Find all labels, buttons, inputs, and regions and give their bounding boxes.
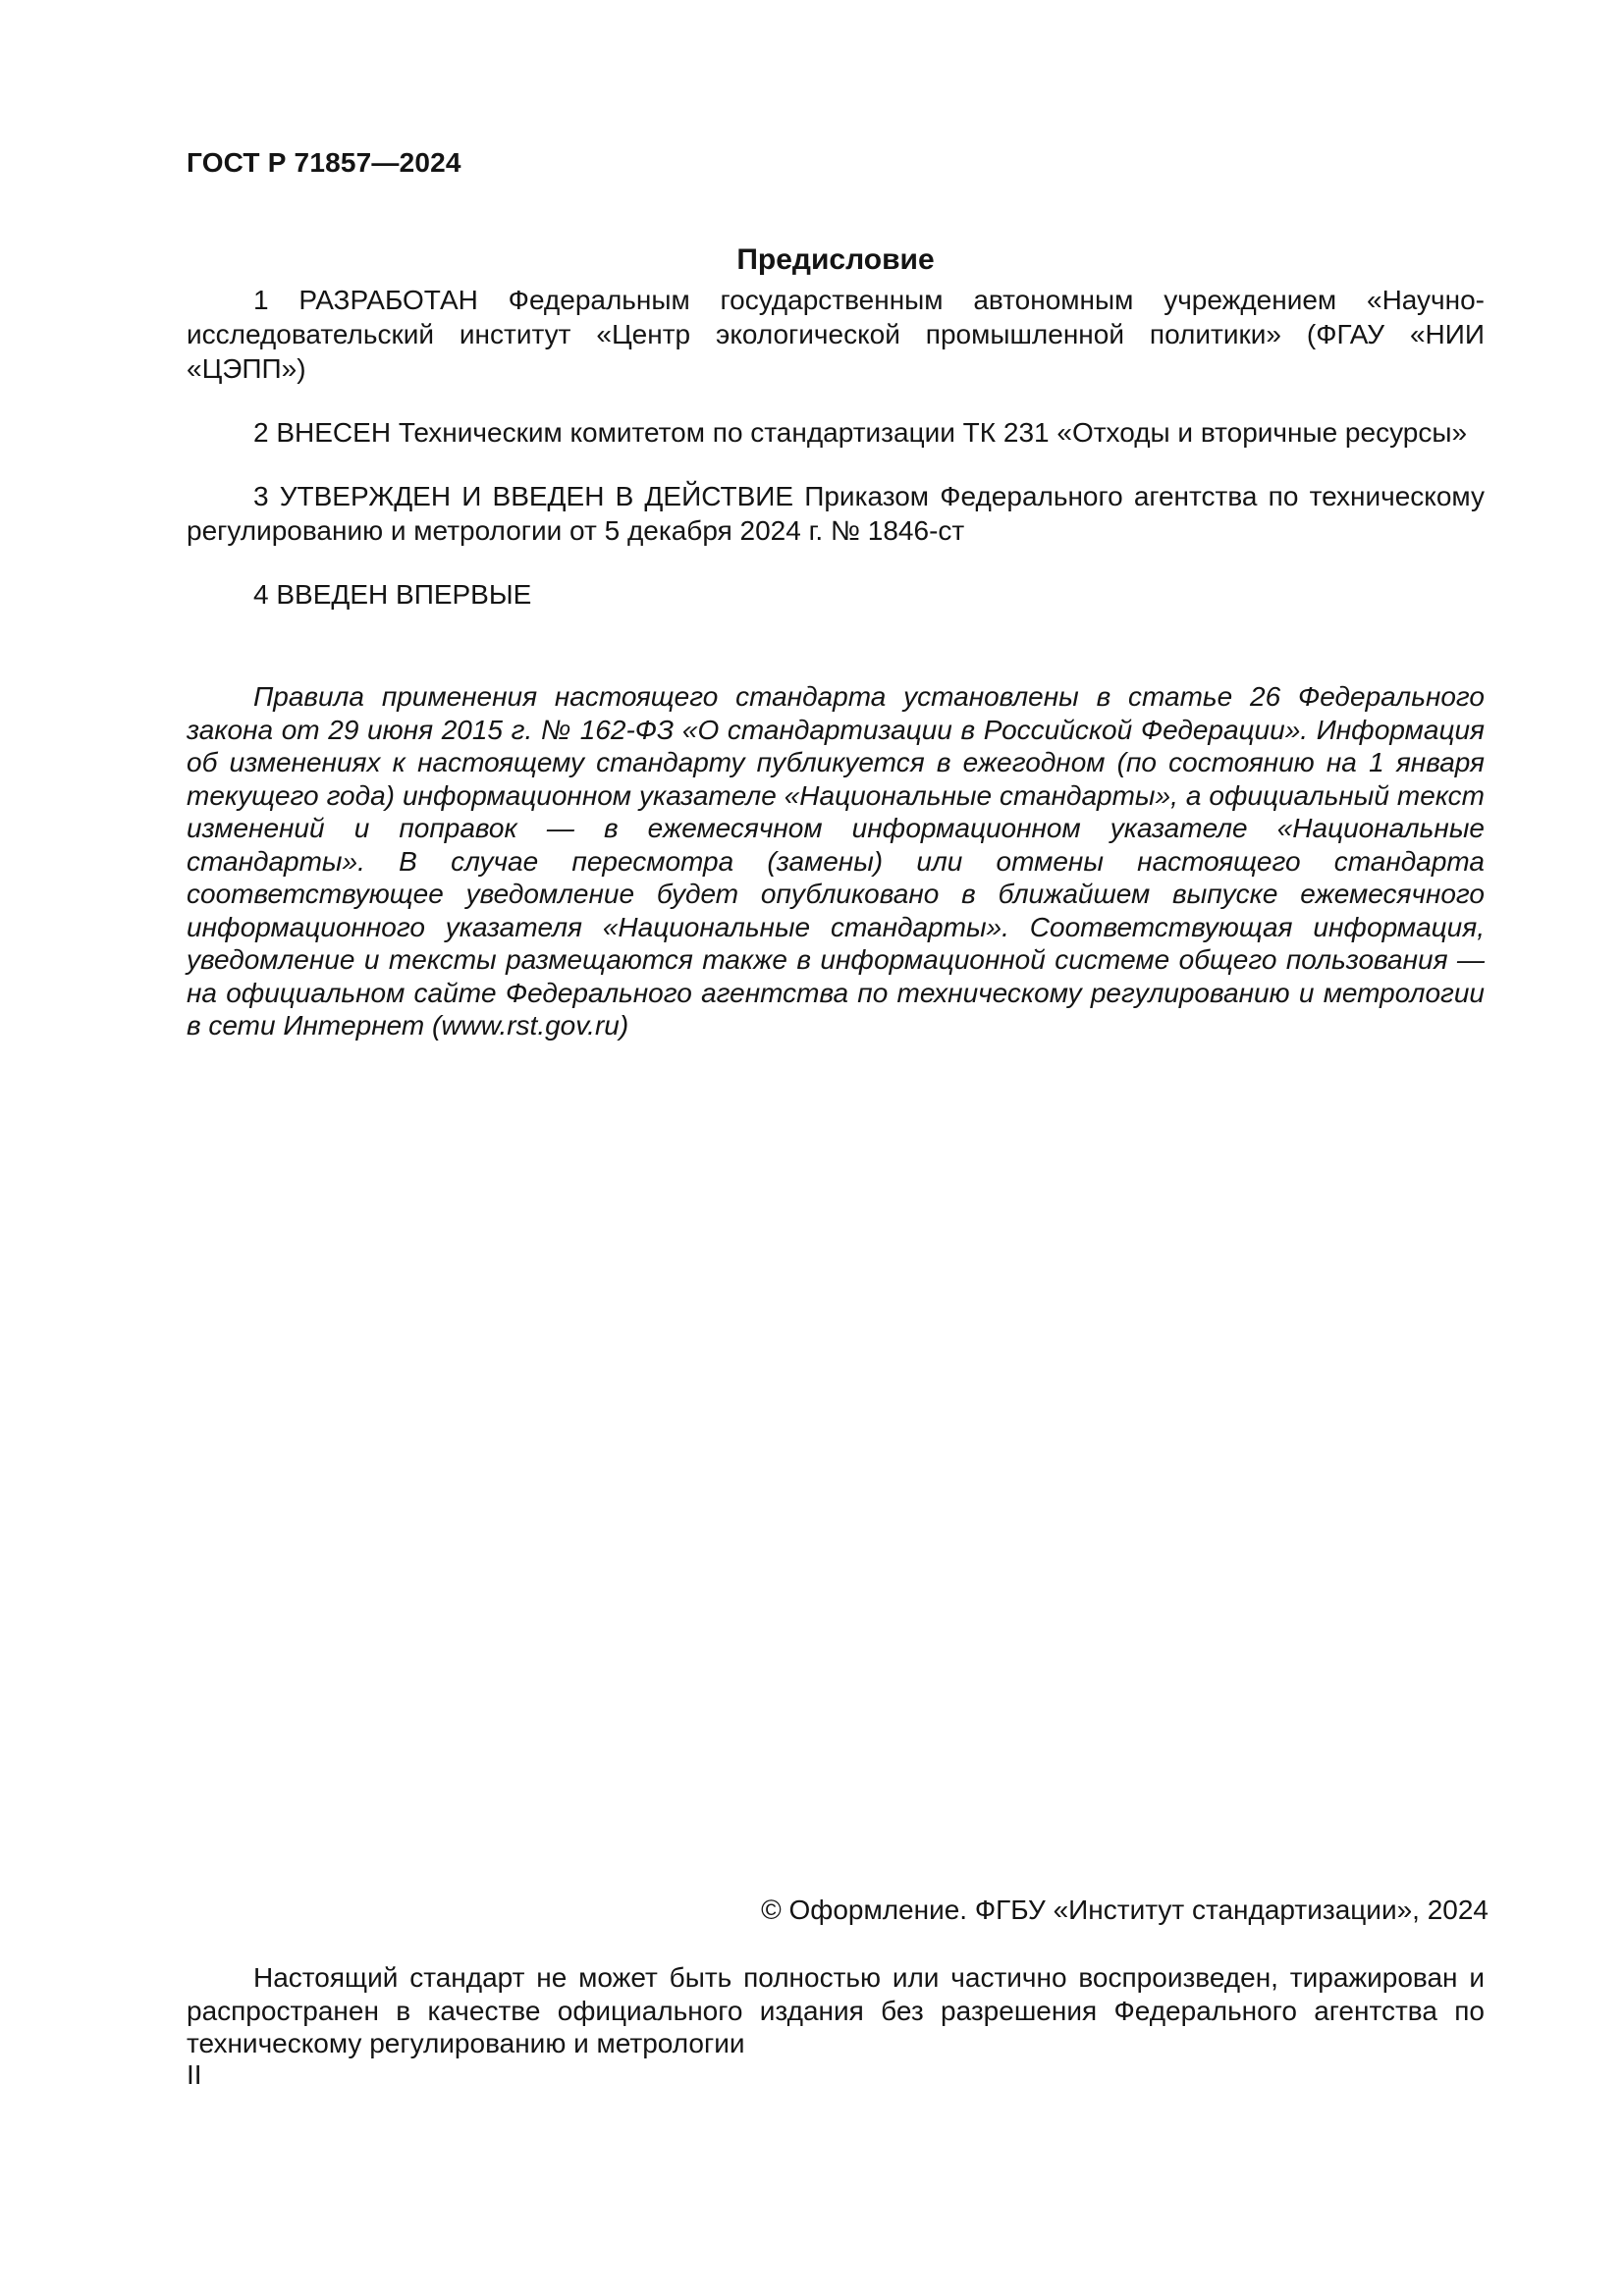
foreword-item-introduced: 4 ВВЕДЕН ВПЕРВЫЕ [253,579,532,610]
page-number: II [187,2059,202,2090]
section-title-foreword: Предисловие [736,243,935,277]
copyright-line: © Оформление. ФГБУ «Институт стандартизации», 2024 [761,1895,1489,1925]
reproduction-restriction-note: Настоящий стандарт не может быть полностью или частично воспроизведен, тиражирован и распространен в качестве официального издания без разрешения Федерального агентства по техническому регулированию и метрологии [187,1962,1485,2058]
foreword-items [187,283,1485,641]
foreword-item-approved: 3 УТВЕРЖДЕН И ВВЕДЕН В ДЕЙСТВИЕ Приказом Федерального агентства по техническому регулированию и метрологии от 5 декабря 2024 г. № 1846-ст [187,481,1485,546]
foreword-item-submitted: 2 ВНЕСЕН Техническим комитетом по стандартизации ТК 231 «Отходы и вторичные ресурсы» [253,417,1468,448]
foreword-item-developed: 1 РАЗРАБОТАН Федеральным государственным автономным учреждением «Научно-исследовательский институт «Центр экологической промышленной политики» (ФГАУ «НИИ «ЦЭПП») [187,285,1485,384]
document-code-header: ГОСТ Р 71857—2024 [187,147,461,178]
application-rules-note: Правила применения настоящего стандарта установлены в статье 26 Федерального закона от 29 июня 2015 г. № 162-ФЗ «О стандартизации в Российской Федерации». Информация об изменениях к настоящему стандарту публикуется в ежегодном (по состоянию на 1 января текущего года) информационном указателе «Национальные стандарты», а официальный текст изменений и поправок — в ежемесячном информационном указателе «Национальные стандарты». В случае пересмотра (замены) или отмены настоящего стандарта соответствующее уведомление будет опубликовано в ближайшем выпуске ежемесячного информационного указателя «Национальные стандарты». Соответствующая информация, уведомление и тексты размещаются также в информационной системе общего пользования — на официальном сайте Федерального агентства по техническому регулированию и метрологии в сети Интернет (www.rst.gov.ru) [187,681,1485,1041]
